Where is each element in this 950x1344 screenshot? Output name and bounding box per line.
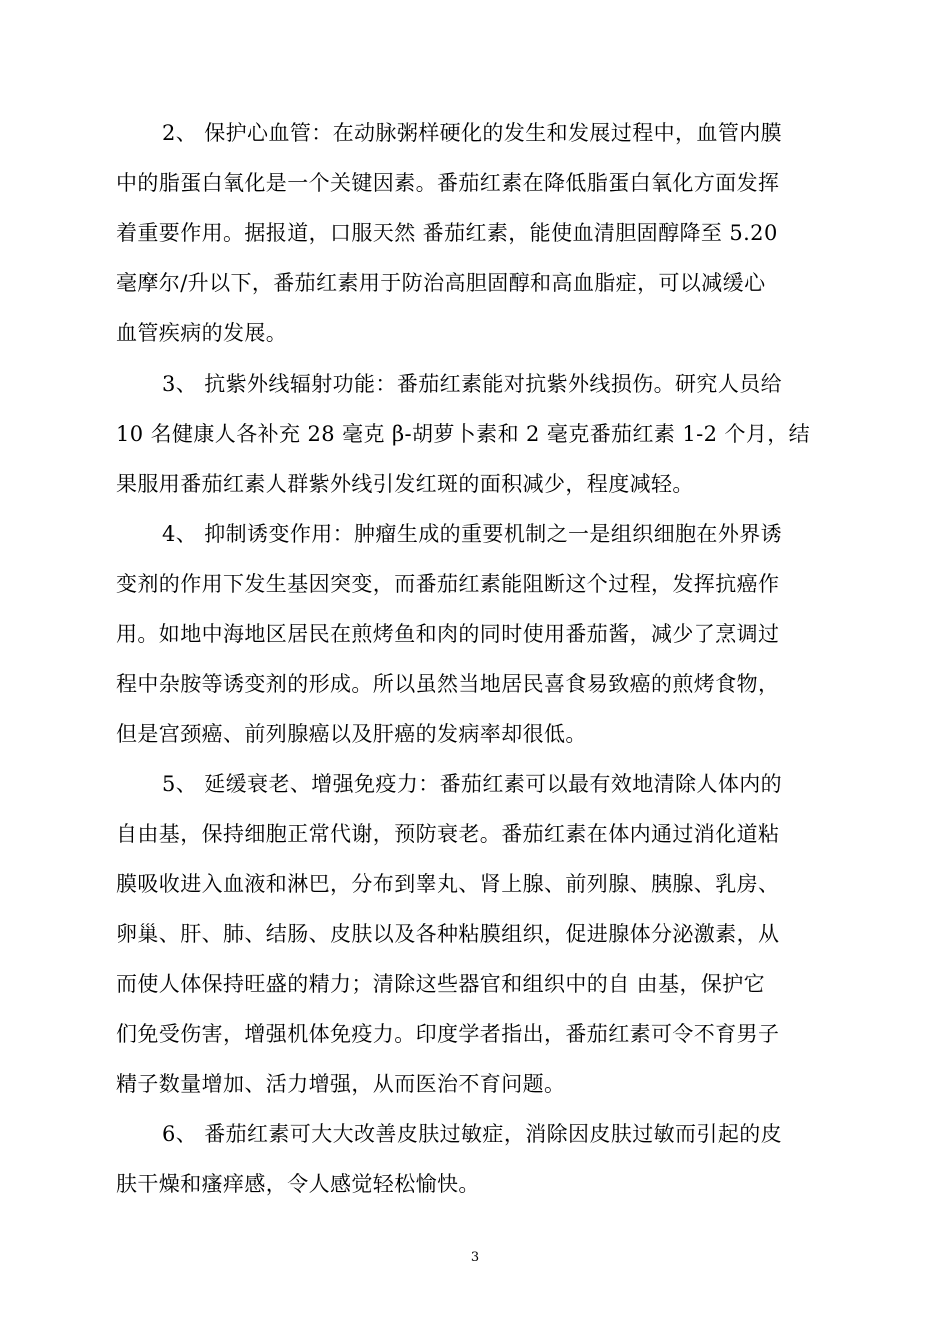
text-line: 中的脂蛋白氧化是一个关键因素。番茄红素在降低脂蛋白氧化方面发挥 xyxy=(116,171,780,195)
page-number: 3 xyxy=(470,1250,480,1265)
text-line: 们免受伤害，增强机体免疫力。印度学者指出，番茄红素可令不育男子 xyxy=(116,1022,780,1046)
text-line: 3、 抗紫外线辐射功能：番茄红素能对抗紫外线损伤。研究人员给 xyxy=(162,372,783,396)
text-line: 程中杂胺等诱变剂的形成。所以虽然当地居民喜食易致癌的煎烤食物， xyxy=(116,672,780,696)
text-line: 毫摩尔/升以下，番茄红素用于防治高胆固醇和高血脂症，可以减缓心 xyxy=(116,271,766,295)
text-line: 2、 保护心血管：在动脉粥样硬化的发生和发展过程中，血管内膜 xyxy=(162,121,783,145)
text-line: 5、 延缓衰老、增强免疫力：番茄红素可以最有效地清除人体内的 xyxy=(162,772,783,796)
text-line: 自由基，保持细胞正常代谢，预防衰老。番茄红素在体内通过消化道粘 xyxy=(116,822,780,846)
text-line: 卵巢、肝、肺、结肠、皮肤以及各种粘膜组织，促进腺体分泌激素，从 xyxy=(116,922,780,946)
text-line: 10 名健康人各补充 28 毫克 β-胡萝卜素和 2 毫克番茄红素 1-2 个月，结 xyxy=(116,422,811,446)
text-line: 肤干燥和瘙痒感，令人感觉轻松愉快。 xyxy=(116,1172,480,1196)
text-line: 精子数量增加、活力增强，从而医治不育问题。 xyxy=(116,1072,566,1096)
text-line: 变剂的作用下发生基因突变，而番茄红素能阻断这个过程，发挥抗癌作 xyxy=(116,572,780,596)
text-line: 血管疾病的发展。 xyxy=(116,321,288,345)
text-line: 着重要作用。据报道，口服天然 番茄红素，能使血清胆固醇降至 5.20 xyxy=(116,221,778,245)
text-line: 果服用番茄红素人群紫外线引发红斑的面积减少，程度减轻。 xyxy=(116,472,694,496)
text-line: 6、 番茄红素可大大改善皮肤过敏症，消除因皮肤过敏而引起的皮 xyxy=(162,1122,783,1146)
text-line: 而使人体保持旺盛的精力；清除这些器官和组织中的自 由基，保护它 xyxy=(116,972,766,996)
text-line: 膜吸收进入血液和淋巴，分布到睾丸、肾上腺、前列腺、胰腺、乳房、 xyxy=(116,872,780,896)
text-line: 4、 抑制诱变作用：肿瘤生成的重要机制之一是组织细胞在外界诱 xyxy=(162,522,783,546)
text-line: 但是宫颈癌、前列腺癌以及肝癌的发病率却很低。 xyxy=(116,722,587,746)
text-line: 用。如地中海地区居民在煎烤鱼和肉的同时使用番茄酱，减少了烹调过 xyxy=(116,622,780,646)
